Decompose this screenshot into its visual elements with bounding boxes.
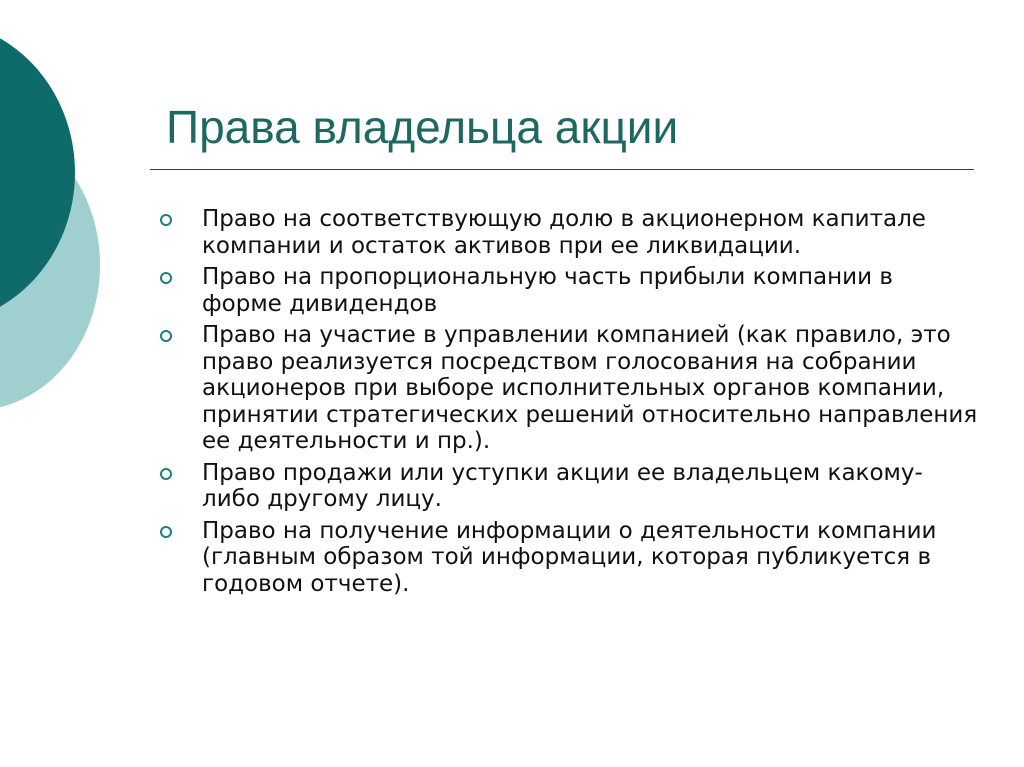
bullet-item: [160, 460, 980, 513]
bullet-circle-icon: [160, 526, 172, 538]
bullet-circle-icon: [160, 330, 172, 342]
bullet-circle-icon: [160, 272, 172, 284]
bullet-list: [160, 206, 980, 602]
bullet-circle-icon: [160, 214, 172, 226]
slide-title: Права владельца акции: [166, 101, 679, 153]
bullet-text: Право продажи или уступки акции ее владельцем какому-либо другому лицу.: [202, 459, 923, 512]
bullet-text: Право на получение информации о деятельности компании (главным образом той информации, которая публикуется в годовом отчете).: [202, 517, 937, 597]
bullet-text: Право на пропорциональную часть прибыли компании в форме дивидендов: [202, 264, 893, 317]
bullet-item: [160, 264, 980, 317]
bullet-text: Право на участие в управлении компанией (как правило, это право реализуется посредством голосования на собрании акционеров при выборе исполнительных органов компании, принятии стратегических решений относительно направления ее деятельности и пр.).: [202, 322, 978, 454]
bullet-item: [160, 206, 980, 259]
title-divider: [150, 169, 974, 170]
bullet-item: [160, 518, 980, 598]
bullet-text: Право на соответствующую долю в акционерном капитале компании и остаток активов при ее ликвидации.: [202, 206, 926, 259]
bullet-circle-icon: [160, 468, 172, 480]
bullet-item: [160, 322, 980, 455]
